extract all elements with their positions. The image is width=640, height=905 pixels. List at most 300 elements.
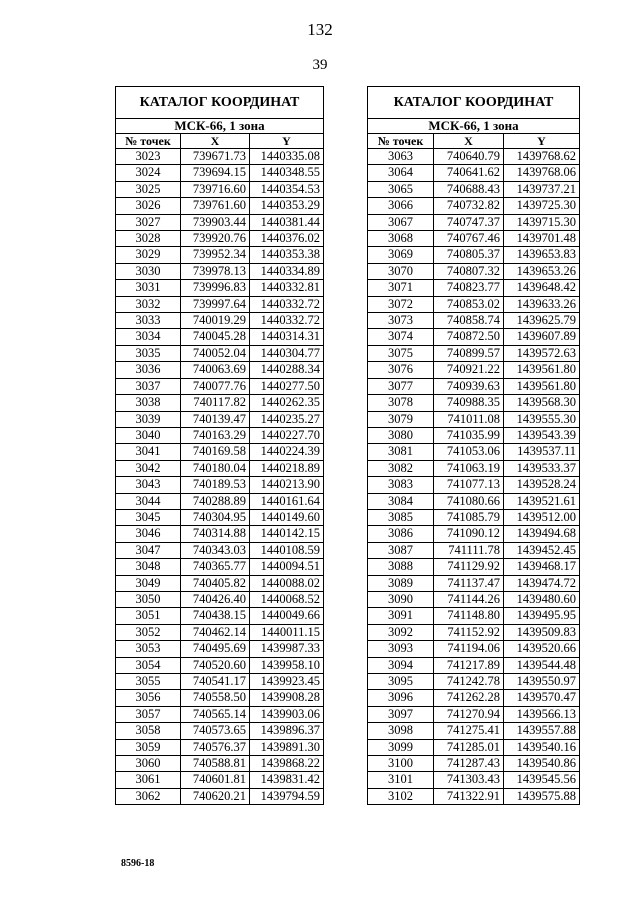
table-body [368, 149, 580, 805]
x-coordinate-cell: 739996.83 [181, 280, 250, 296]
x-coordinate-cell: 739952.34 [181, 247, 250, 263]
table-row [116, 624, 324, 640]
x-coordinate-cell: 740462.14 [181, 624, 250, 640]
x-coordinate-cell: 740640.79 [434, 149, 504, 165]
y-coordinate-cell: 1440049.66 [250, 608, 324, 624]
y-coordinate-cell: 1439903.06 [250, 706, 324, 722]
table-row [368, 591, 580, 607]
x-coordinate-cell: 740365.77 [181, 559, 250, 575]
point-number-cell: 3041 [116, 444, 181, 460]
x-coordinate-cell: 739716.60 [181, 181, 250, 197]
y-coordinate-cell: 1440218.89 [250, 460, 324, 476]
x-coordinate-cell: 740747.37 [434, 214, 504, 230]
table-row [116, 231, 324, 247]
x-coordinate-cell: 740304.95 [181, 509, 250, 525]
col-header-point: № точек [368, 134, 434, 149]
y-coordinate-cell: 1440353.29 [250, 198, 324, 214]
y-coordinate-cell: 1439533.37 [504, 460, 580, 476]
y-coordinate-cell: 1439701.48 [504, 231, 580, 247]
x-coordinate-cell: 741287.43 [434, 756, 504, 772]
y-coordinate-cell: 1439868.22 [250, 756, 324, 772]
x-coordinate-cell: 741275.41 [434, 723, 504, 739]
table-row [368, 477, 580, 493]
page-number: 132 [307, 20, 333, 39]
y-coordinate-cell: 1439633.26 [504, 296, 580, 312]
table-row [368, 198, 580, 214]
y-coordinate-cell: 1439653.26 [504, 263, 580, 279]
table-row [368, 526, 580, 542]
table-row [368, 575, 580, 591]
x-coordinate-cell: 739694.15 [181, 165, 250, 181]
y-coordinate-cell: 1440108.59 [250, 542, 324, 558]
x-coordinate-cell: 741262.28 [434, 690, 504, 706]
table-row [368, 181, 580, 197]
point-number-cell: 3032 [116, 296, 181, 312]
point-number-cell: 3067 [368, 214, 434, 230]
point-number-cell: 3055 [116, 674, 181, 690]
table-row [116, 772, 324, 788]
x-coordinate-cell: 740620.21 [181, 788, 250, 804]
table-row [368, 460, 580, 476]
table-row [368, 788, 580, 804]
x-coordinate-cell: 741303.43 [434, 772, 504, 788]
catalog-title: КАТАЛОГ КООРДИНАТ [368, 87, 580, 119]
x-coordinate-cell: 741270.94 [434, 706, 504, 722]
y-coordinate-cell: 1440011.15 [250, 624, 324, 640]
table-row [116, 149, 324, 165]
point-number-cell: 3091 [368, 608, 434, 624]
point-number-cell: 3085 [368, 509, 434, 525]
table-row [368, 280, 580, 296]
y-coordinate-cell: 1440335.08 [250, 149, 324, 165]
y-coordinate-cell: 1439648.42 [504, 280, 580, 296]
point-number-cell: 3023 [116, 149, 181, 165]
y-coordinate-cell: 1439575.88 [504, 788, 580, 804]
y-coordinate-cell: 1439480.60 [504, 591, 580, 607]
table-row [116, 526, 324, 542]
y-coordinate-cell: 1440334.89 [250, 263, 324, 279]
table-row [116, 362, 324, 378]
x-coordinate-cell: 740063.69 [181, 362, 250, 378]
table-row [116, 247, 324, 263]
y-coordinate-cell: 1439543.39 [504, 427, 580, 443]
point-number-cell: 3095 [368, 674, 434, 690]
point-number-cell: 3037 [116, 378, 181, 394]
y-coordinate-cell: 1439653.83 [504, 247, 580, 263]
y-coordinate-cell: 1440304.77 [250, 345, 324, 361]
x-coordinate-cell: 741322.91 [434, 788, 504, 804]
table-row [116, 411, 324, 427]
col-header-y: Y [250, 134, 324, 149]
point-number-cell: 3070 [368, 263, 434, 279]
y-coordinate-cell: 1440213.90 [250, 477, 324, 493]
y-coordinate-cell: 1439540.16 [504, 739, 580, 755]
y-coordinate-cell: 1439545.56 [504, 772, 580, 788]
y-coordinate-cell: 1439891.30 [250, 739, 324, 755]
table-row [368, 739, 580, 755]
x-coordinate-cell: 740565.14 [181, 706, 250, 722]
point-number-cell: 3049 [116, 575, 181, 591]
y-coordinate-cell: 1440262.35 [250, 395, 324, 411]
x-coordinate-cell: 741035.99 [434, 427, 504, 443]
x-coordinate-cell: 740573.65 [181, 723, 250, 739]
point-number-cell: 3051 [116, 608, 181, 624]
col-header-point: № точек [116, 134, 181, 149]
table-row [116, 674, 324, 690]
x-coordinate-cell: 740558.50 [181, 690, 250, 706]
x-coordinate-cell: 740588.81 [181, 756, 250, 772]
table-row [368, 345, 580, 361]
y-coordinate-cell: 1439958.10 [250, 657, 324, 673]
point-number-cell: 3087 [368, 542, 434, 558]
x-coordinate-cell: 740601.81 [181, 772, 250, 788]
y-coordinate-cell: 1439570.47 [504, 690, 580, 706]
x-coordinate-cell: 740858.74 [434, 313, 504, 329]
y-coordinate-cell: 1439452.45 [504, 542, 580, 558]
x-coordinate-cell: 740019.29 [181, 313, 250, 329]
table-row [368, 772, 580, 788]
x-coordinate-cell: 740541.17 [181, 674, 250, 690]
x-coordinate-cell: 740732.82 [434, 198, 504, 214]
point-number-cell: 3038 [116, 395, 181, 411]
table-row [368, 723, 580, 739]
y-coordinate-cell: 1439468.17 [504, 559, 580, 575]
col-header-x: X [434, 134, 504, 149]
y-coordinate-cell: 1440235.27 [250, 411, 324, 427]
x-coordinate-cell: 740823.77 [434, 280, 504, 296]
point-number-cell: 3065 [368, 181, 434, 197]
table-row [368, 444, 580, 460]
x-coordinate-cell: 739761.60 [181, 198, 250, 214]
point-number-cell: 3027 [116, 214, 181, 230]
y-coordinate-cell: 1440288.34 [250, 362, 324, 378]
point-number-cell: 3050 [116, 591, 181, 607]
table-row [116, 608, 324, 624]
point-number-cell: 3071 [368, 280, 434, 296]
table-row [116, 641, 324, 657]
x-coordinate-cell: 740988.35 [434, 395, 504, 411]
table-row [368, 149, 580, 165]
y-coordinate-cell: 1439572.63 [504, 345, 580, 361]
table-row [116, 706, 324, 722]
x-coordinate-cell: 740853.02 [434, 296, 504, 312]
x-coordinate-cell: 740921.22 [434, 362, 504, 378]
y-coordinate-cell: 1439715.30 [504, 214, 580, 230]
table-row [368, 263, 580, 279]
x-coordinate-cell: 741090.12 [434, 526, 504, 542]
y-coordinate-cell: 1439625.79 [504, 313, 580, 329]
x-coordinate-cell: 740576.37 [181, 739, 250, 755]
point-number-cell: 3096 [368, 690, 434, 706]
point-number-cell: 3098 [368, 723, 434, 739]
y-coordinate-cell: 1440088.02 [250, 575, 324, 591]
point-number-cell: 3099 [368, 739, 434, 755]
table-row [368, 411, 580, 427]
table-row [116, 313, 324, 329]
y-coordinate-cell: 1439896.37 [250, 723, 324, 739]
point-number-cell: 3064 [368, 165, 434, 181]
y-coordinate-cell: 1439521.61 [504, 493, 580, 509]
table-row [116, 493, 324, 509]
x-coordinate-cell: 740438.15 [181, 608, 250, 624]
document-code: 8596-18 [121, 858, 155, 869]
point-number-cell: 3066 [368, 198, 434, 214]
y-coordinate-cell: 1439768.62 [504, 149, 580, 165]
table-row [116, 739, 324, 755]
y-coordinate-cell: 1440094.51 [250, 559, 324, 575]
sub-page-number: 39 [312, 57, 328, 73]
table-row [116, 460, 324, 476]
coordinate-catalog-right [367, 86, 580, 805]
x-coordinate-cell: 740180.04 [181, 460, 250, 476]
col-header-x: X [181, 134, 250, 149]
x-coordinate-cell: 740872.50 [434, 329, 504, 345]
point-number-cell: 3075 [368, 345, 434, 361]
table-row [116, 559, 324, 575]
y-coordinate-cell: 1439725.30 [504, 198, 580, 214]
x-coordinate-cell: 741144.26 [434, 591, 504, 607]
y-coordinate-cell: 1439737.21 [504, 181, 580, 197]
point-number-cell: 3102 [368, 788, 434, 804]
y-coordinate-cell: 1440149.60 [250, 509, 324, 525]
table-row [116, 509, 324, 525]
table-row [368, 756, 580, 772]
y-coordinate-cell: 1440348.55 [250, 165, 324, 181]
table-row [116, 657, 324, 673]
y-coordinate-cell: 1440161.64 [250, 493, 324, 509]
y-coordinate-cell: 1439555.30 [504, 411, 580, 427]
table-row [368, 641, 580, 657]
table-row [116, 378, 324, 394]
table-row [116, 280, 324, 296]
point-number-cell: 3076 [368, 362, 434, 378]
table-row [116, 477, 324, 493]
point-number-cell: 3060 [116, 756, 181, 772]
table-row [116, 542, 324, 558]
point-number-cell: 3024 [116, 165, 181, 181]
table-row [368, 690, 580, 706]
table-row [368, 378, 580, 394]
point-number-cell: 3094 [368, 657, 434, 673]
table-row [368, 313, 580, 329]
point-number-cell: 3040 [116, 427, 181, 443]
x-coordinate-cell: 740343.03 [181, 542, 250, 558]
point-number-cell: 3078 [368, 395, 434, 411]
x-coordinate-cell: 740045.28 [181, 329, 250, 345]
point-number-cell: 3073 [368, 313, 434, 329]
table-row [116, 591, 324, 607]
table-row [116, 723, 324, 739]
table-row [368, 509, 580, 525]
x-coordinate-cell: 741129.92 [434, 559, 504, 575]
x-coordinate-cell: 741063.19 [434, 460, 504, 476]
point-number-cell: 3100 [368, 756, 434, 772]
point-number-cell: 3052 [116, 624, 181, 640]
point-number-cell: 3101 [368, 772, 434, 788]
point-number-cell: 3035 [116, 345, 181, 361]
y-coordinate-cell: 1440332.81 [250, 280, 324, 296]
point-number-cell: 3036 [116, 362, 181, 378]
table-row [116, 788, 324, 804]
table-row [368, 362, 580, 378]
x-coordinate-cell: 741011.08 [434, 411, 504, 427]
y-coordinate-cell: 1439495.95 [504, 608, 580, 624]
y-coordinate-cell: 1440314.31 [250, 329, 324, 345]
table-row [368, 329, 580, 345]
x-coordinate-cell: 741111.78 [434, 542, 504, 558]
point-number-cell: 3056 [116, 690, 181, 706]
table-row [116, 756, 324, 772]
table-row [368, 542, 580, 558]
table-row [116, 181, 324, 197]
table-row [116, 263, 324, 279]
point-number-cell: 3048 [116, 559, 181, 575]
y-coordinate-cell: 1439831.42 [250, 772, 324, 788]
point-number-cell: 3082 [368, 460, 434, 476]
x-coordinate-cell: 740767.46 [434, 231, 504, 247]
y-coordinate-cell: 1439544.48 [504, 657, 580, 673]
table-row [368, 214, 580, 230]
point-number-cell: 3062 [116, 788, 181, 804]
x-coordinate-cell: 741080.66 [434, 493, 504, 509]
table-row [116, 395, 324, 411]
x-coordinate-cell: 741217.89 [434, 657, 504, 673]
point-number-cell: 3059 [116, 739, 181, 755]
x-coordinate-cell: 740807.32 [434, 263, 504, 279]
x-coordinate-cell: 741077.13 [434, 477, 504, 493]
x-coordinate-cell: 740288.89 [181, 493, 250, 509]
table-row [368, 706, 580, 722]
x-coordinate-cell: 740163.29 [181, 427, 250, 443]
x-coordinate-cell: 739978.13 [181, 263, 250, 279]
x-coordinate-cell: 740117.82 [181, 395, 250, 411]
point-number-cell: 3025 [116, 181, 181, 197]
catalog-zone: МСК-66, 1 зона [368, 119, 580, 134]
x-coordinate-cell: 739903.44 [181, 214, 250, 230]
table-row [116, 690, 324, 706]
point-number-cell: 3089 [368, 575, 434, 591]
table-row [368, 657, 580, 673]
y-coordinate-cell: 1439568.30 [504, 395, 580, 411]
y-coordinate-cell: 1440277.50 [250, 378, 324, 394]
point-number-cell: 3097 [368, 706, 434, 722]
y-coordinate-cell: 1439566.13 [504, 706, 580, 722]
x-coordinate-cell: 740314.88 [181, 526, 250, 542]
point-number-cell: 3063 [368, 149, 434, 165]
col-header-y: Y [504, 134, 580, 149]
y-coordinate-cell: 1439557.88 [504, 723, 580, 739]
catalog-zone: МСК-66, 1 зона [116, 119, 324, 134]
y-coordinate-cell: 1440227.70 [250, 427, 324, 443]
y-coordinate-cell: 1440142.15 [250, 526, 324, 542]
point-number-cell: 3086 [368, 526, 434, 542]
table-row [368, 493, 580, 509]
table-row [116, 444, 324, 460]
y-coordinate-cell: 1439512.00 [504, 509, 580, 525]
table-row [116, 214, 324, 230]
y-coordinate-cell: 1440332.72 [250, 296, 324, 312]
table-row [116, 165, 324, 181]
y-coordinate-cell: 1439494.68 [504, 526, 580, 542]
x-coordinate-cell: 741085.79 [434, 509, 504, 525]
point-number-cell: 3026 [116, 198, 181, 214]
x-coordinate-cell: 740169.58 [181, 444, 250, 460]
point-number-cell: 3061 [116, 772, 181, 788]
table-row [116, 198, 324, 214]
y-coordinate-cell: 1439987.33 [250, 641, 324, 657]
point-number-cell: 3043 [116, 477, 181, 493]
table-row [116, 427, 324, 443]
point-number-cell: 3047 [116, 542, 181, 558]
point-number-cell: 3081 [368, 444, 434, 460]
point-number-cell: 3030 [116, 263, 181, 279]
point-number-cell: 3042 [116, 460, 181, 476]
y-coordinate-cell: 1439537.11 [504, 444, 580, 460]
point-number-cell: 3084 [368, 493, 434, 509]
y-coordinate-cell: 1439768.06 [504, 165, 580, 181]
table-row [368, 624, 580, 640]
table-row [116, 329, 324, 345]
x-coordinate-cell: 741285.01 [434, 739, 504, 755]
x-coordinate-cell: 741242.78 [434, 674, 504, 690]
point-number-cell: 3031 [116, 280, 181, 296]
y-coordinate-cell: 1439923.45 [250, 674, 324, 690]
point-number-cell: 3069 [368, 247, 434, 263]
x-coordinate-cell: 739997.64 [181, 296, 250, 312]
point-number-cell: 3083 [368, 477, 434, 493]
x-coordinate-cell: 740052.04 [181, 345, 250, 361]
y-coordinate-cell: 1440376.02 [250, 231, 324, 247]
x-coordinate-cell: 740520.60 [181, 657, 250, 673]
x-coordinate-cell: 741137.47 [434, 575, 504, 591]
y-coordinate-cell: 1440353.38 [250, 247, 324, 263]
y-coordinate-cell: 1440224.39 [250, 444, 324, 460]
x-coordinate-cell: 740899.57 [434, 345, 504, 361]
point-number-cell: 3057 [116, 706, 181, 722]
table-row [368, 608, 580, 624]
point-number-cell: 3079 [368, 411, 434, 427]
table-row [116, 345, 324, 361]
point-number-cell: 3033 [116, 313, 181, 329]
point-number-cell: 3077 [368, 378, 434, 394]
table-row [368, 247, 580, 263]
table-row [368, 395, 580, 411]
x-coordinate-cell: 740495.69 [181, 641, 250, 657]
y-coordinate-cell: 1440332.72 [250, 313, 324, 329]
coordinate-catalog-left [115, 86, 324, 805]
table-row [368, 231, 580, 247]
y-coordinate-cell: 1439561.80 [504, 378, 580, 394]
point-number-cell: 3045 [116, 509, 181, 525]
x-coordinate-cell: 741194.06 [434, 641, 504, 657]
point-number-cell: 3093 [368, 641, 434, 657]
y-coordinate-cell: 1439474.72 [504, 575, 580, 591]
point-number-cell: 3090 [368, 591, 434, 607]
x-coordinate-cell: 740805.37 [434, 247, 504, 263]
table-row [368, 674, 580, 690]
x-coordinate-cell: 739671.73 [181, 149, 250, 165]
table-row [116, 296, 324, 312]
x-coordinate-cell: 741053.06 [434, 444, 504, 460]
x-coordinate-cell: 741148.80 [434, 608, 504, 624]
point-number-cell: 3046 [116, 526, 181, 542]
x-coordinate-cell: 740426.40 [181, 591, 250, 607]
point-number-cell: 3028 [116, 231, 181, 247]
point-number-cell: 3074 [368, 329, 434, 345]
point-number-cell: 3053 [116, 641, 181, 657]
point-number-cell: 3044 [116, 493, 181, 509]
y-coordinate-cell: 1439908.28 [250, 690, 324, 706]
